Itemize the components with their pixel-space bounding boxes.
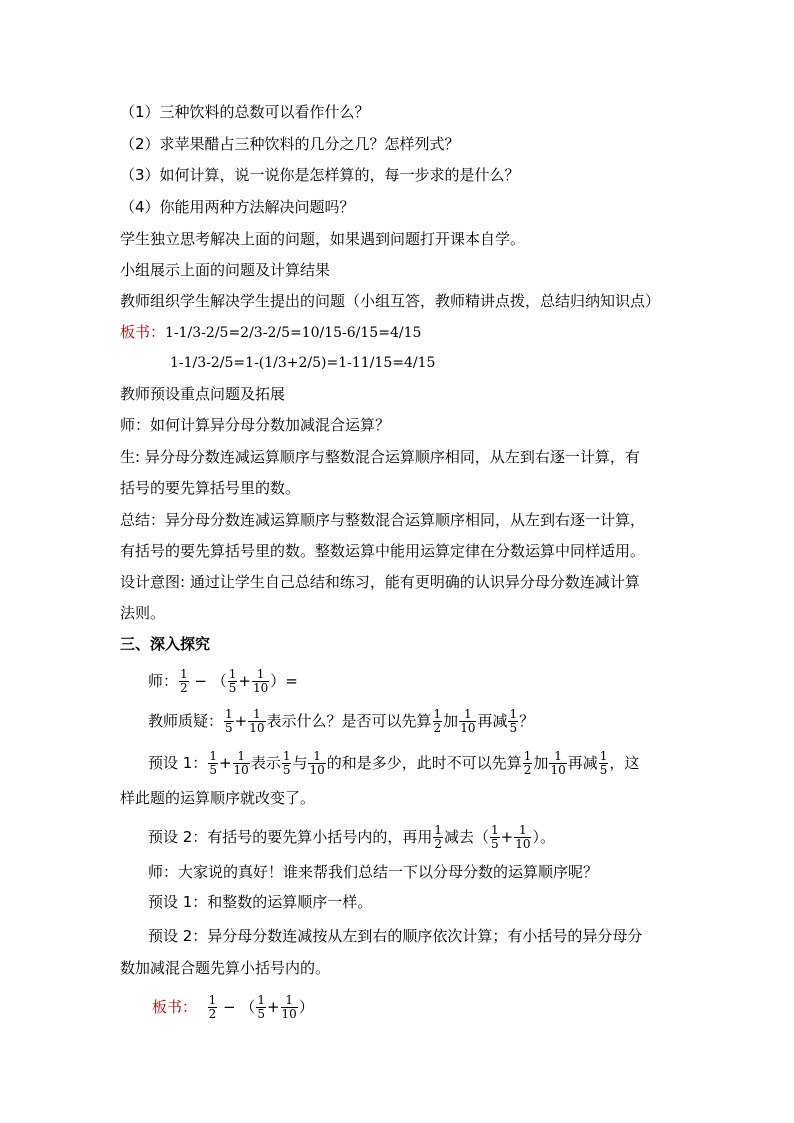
fraction-1-5: $\frac{1}{5}$ [225,707,233,735]
fraction-1-2: $\frac{1}{2}$ [208,993,217,1021]
teacher-question: 师：如何计算异分母分数加减混合运算？ [120,416,391,434]
teacher-label: 师： [148,672,179,690]
preset-1: 预设 1： $\frac{1}{5}$ + $\frac{1}{10}$ 表示 $\frac{1}{5}$ 与 $\frac{1}{10}$ 的和是多少，此时不可以先算 $\frac{1}{2}$ 加 $\frac{1}{10}$ 再减 $\frac{1}{5}$ ，这 [148,749,640,777]
fraction-1-5: $\frac{1}{5}$ [209,749,217,777]
fraction-1-5: $\frac{1}{5}$ [599,749,608,777]
board-1 [120,322,421,343]
question-2: （2）求苹果醋占三种饮料的几分之几？怎样列式？ [120,135,460,153]
preset-focus-text: 教师预设重点问题及拓展 [120,385,286,403]
board-2-label: 板书： [152,998,198,1016]
fraction-1-2: $\frac{1}{2}$ [180,667,188,695]
teacher-doubt-label: 教师质疑： [148,712,224,730]
fraction-1-5: $\frac{1}{5}$ [282,749,291,777]
teacher-doubt: 教师质疑： $\frac{1}{5}$ + $\frac{1}{10}$ 表示什么？是否可以先算 $\frac{1}{2}$ 加 $\frac{1}{10}$ 再减 $\frac{1}{5}$ ？ [148,707,535,735]
preset-1b: 预设 1：和整数的运算顺序一样。 [148,893,373,911]
teacher-organize-text: 教师组织学生解决学生提出的问题（小组互答，教师精讲点拨，总结归纳知识点） [120,292,661,310]
fraction-1-2: $\frac{1}{2}$ [523,749,532,777]
group-show-text: 小组展示上面的问题及计算结果 [120,261,331,279]
student-answer-line-2: 括号的要先算括号里的数。 [120,479,301,497]
question-1: （1）三种饮料的总数可以看作什么？ [120,103,370,121]
teacher-praise: 师：大家说的真好！谁来帮我们总结一下以分母分数的运算顺序呢？ [148,863,599,881]
fraction-1-5: $\frac{1}{5}$ [509,707,518,735]
preset-2b-line-2: 数加减混合题先算小括号内的。 [120,959,331,977]
close-paren-equals: ）= [270,672,298,690]
section-3-title: 三、深入探究 [120,635,211,653]
student-answer-line-1: 生: 异分母分数连减运算顺序与整数混合运算顺序相同，从左到右逐一计算，有 [120,448,640,466]
fraction-1-10: $\frac{1}{10}$ [460,707,476,735]
fraction-1-2: $\frac{1}{2}$ [434,823,442,851]
fraction-1-10: $\frac{1}{10}$ [309,749,325,777]
fraction-1-2: $\frac{1}{2}$ [433,707,442,735]
self-study-text: 学生独立思考解决上面的问题，如果遇到问题打开课本自学。 [120,230,526,248]
design-intent-line-1: 设计意图: 通过让学生自己总结和练习，能有更明确的认识异分母分数连减计算 [120,573,640,591]
summary-line-1: 总结：异分母分数连减运算顺序与整数混合运算顺序相同，从左到右逐一计算， [120,511,646,529]
fraction-1-10: $\frac{1}{10}$ [249,707,265,735]
board-label: 板书： [120,323,166,341]
preset-2: 预设 2：有括号的要先算小括号内的，再用 $\frac{1}{2}$ 减去（ $\frac{1}{5}$ + $\frac{1}{10}$ ）。 [148,823,555,851]
preset-1-line-2: 样此题的运算顺序就改变了。 [120,789,316,807]
plus-sign: + [238,672,251,690]
teacher-expression [148,668,298,695]
question-4: （4）你能用两种方法解决问题吗？ [120,198,355,216]
fraction-1-5: $\frac{1}{5}$ [490,823,499,851]
fraction-1-5: $\frac{1}{5}$ [257,993,265,1021]
board-equation-1: 1-1/3-2/5=2/3-2/5=10/15-6/15=4/15 [165,325,422,341]
minus-sign: − （ [189,672,227,690]
board-2: 板书： $\frac{1}{2}$ − （ $\frac{1}{5}$ + $\frac{1}{10}$ ） [152,993,314,1021]
fraction-1-10: $\frac{1}{10}$ [550,749,566,777]
fraction-1-10: $\frac{1}{10}$ [515,823,531,851]
design-intent-line-2: 法则。 [120,604,166,622]
preset-2b-line-1: 预设 2：异分母分数连减按从左到右的顺序依次计算；有小括号的异分母分 [148,927,643,945]
fraction-1-10: $\frac{1}{10}$ [233,749,249,777]
fraction-1-10: $\frac{1}{10}$ [281,993,297,1021]
question-3: （3）如何计算，说一说你是怎样算的，每一步求的是什么？ [120,166,520,184]
fraction-1-5: $\frac{1}{5}$ [228,667,237,695]
board-equation-2: 1-1/3-2/5=1-(1/3+2/5)=1-11/15=4/15 [170,355,436,371]
summary-line-2: 有括号的要先算括号里的数。整数运算中能用运算定律在分数运算中同样适用。 [120,542,646,560]
fraction-1-10: $\frac{1}{10}$ [252,667,269,695]
